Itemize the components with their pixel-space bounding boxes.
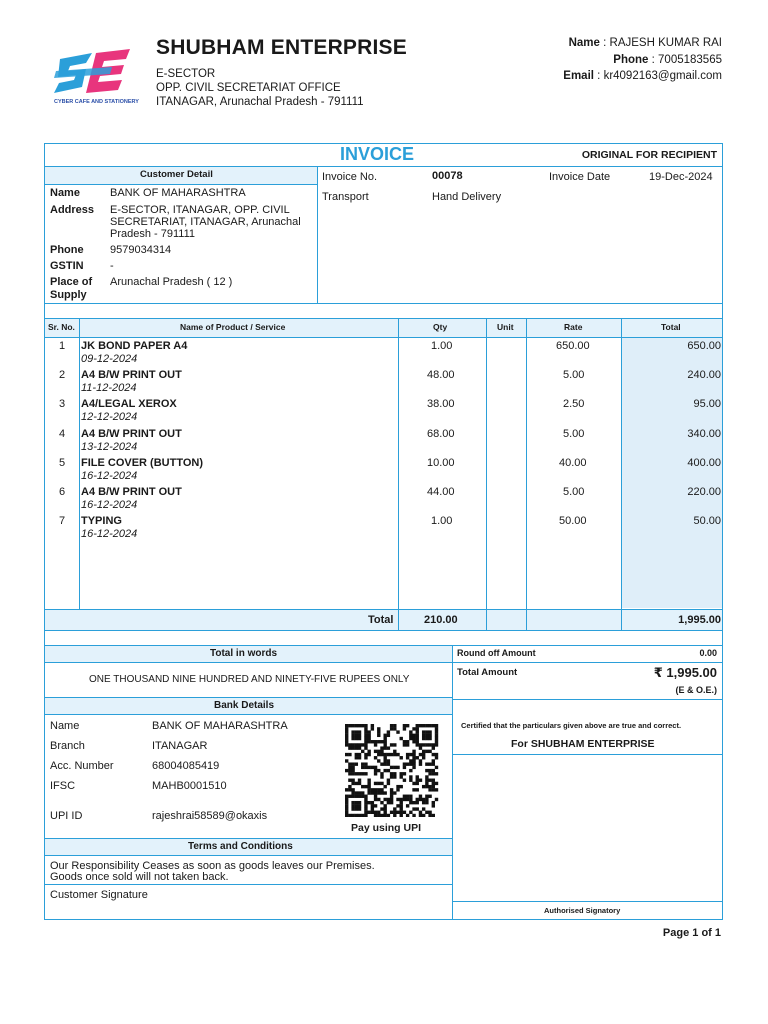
item-rate: 5.00 [563, 369, 585, 381]
customer-place: Arunachal Pradesh ( 12 ) [110, 276, 233, 288]
col-sr: Sr. No. [48, 322, 75, 332]
certify-text: Certified that the particulars given above are true and correct. [461, 721, 682, 730]
bank-acc: 68004085419 [152, 760, 220, 772]
contact-name: RAJESH KUMAR RAI [609, 37, 722, 49]
item-sr: 2 [59, 369, 66, 381]
item-date: 16-12-2024 [81, 528, 138, 540]
item-sr: 4 [59, 428, 66, 440]
contact-name-label: Name [568, 37, 600, 49]
customer-address-label: Address [50, 204, 95, 216]
transport: Hand Delivery [432, 191, 502, 203]
copy-label: ORIGINAL FOR RECIPIENT [581, 149, 717, 161]
customer-gstin-label: GSTIN [50, 260, 84, 272]
terms-line: Goods once sold will not taken back. [50, 871, 229, 883]
item-date: 09-12-2024 [81, 353, 138, 365]
company-address-line: ITANAGAR, Arunachal Pradesh - 791111 [156, 96, 364, 108]
company-address-line: E-SECTOR [156, 68, 216, 80]
item-total: 220.00 [687, 486, 721, 498]
authorised-signatory: Authorised Signatory [544, 906, 621, 915]
upi-qr-code-icon [343, 724, 440, 817]
logo-tagline: CYBER CAFE AND STATIONERY [54, 99, 139, 105]
terms-line: Our Responsibility Ceases as soon as goods leaves our Premises. [50, 860, 375, 872]
item-rate: 5.00 [563, 486, 585, 498]
item-name: TYPING [81, 515, 122, 527]
item-date: 13-12-2024 [81, 441, 138, 453]
item-qty: 1.00 [431, 515, 453, 527]
contact-email-label: Email [563, 70, 594, 82]
bank-name: BANK OF MAHARASHTRA [152, 720, 288, 732]
col-total: Total [661, 322, 681, 332]
invoice-title: INVOICE [340, 144, 415, 164]
round-off-label: Round off Amount [457, 648, 536, 658]
item-sr: 3 [59, 398, 66, 410]
grand-total: ₹ 1,995.00 [653, 665, 717, 680]
place-label: Supply [50, 289, 87, 301]
item-total: 400.00 [687, 457, 721, 469]
item-qty: 44.00 [427, 486, 455, 498]
invoice-no-label: Invoice No. [322, 171, 378, 183]
item-qty: 48.00 [427, 369, 455, 381]
item-qty: 10.00 [427, 457, 455, 469]
company-name: SHUBHAM ENTERPRISE [156, 36, 407, 59]
company-address [156, 67, 364, 109]
customer-signature-label: Customer Signature [50, 889, 148, 901]
item-date: 11-12-2024 [81, 382, 137, 394]
item-rate: 50.00 [559, 515, 587, 527]
item-name: A4 B/W PRINT OUT [81, 486, 182, 498]
col-qty: Qty [433, 322, 448, 332]
item-sr: 6 [59, 486, 66, 498]
pay-upi-label: Pay using UPI [351, 822, 422, 834]
item-name: FILE COVER (BUTTON) [81, 457, 204, 469]
bank-acc-label: Acc. Number [50, 760, 114, 772]
page-number: Page 1 of 1 [662, 927, 721, 939]
words-label: Total in words [210, 648, 278, 659]
customer-name: BANK OF MAHARASHTRA [110, 187, 246, 199]
col-rate: Rate [564, 322, 583, 332]
col-unit: Unit [497, 322, 514, 332]
round-off: 0.00 [699, 648, 717, 658]
total-label: Total [368, 614, 394, 626]
item-name: A4 B/W PRINT OUT [81, 428, 182, 440]
customer-phone: 9579034314 [110, 244, 172, 256]
customer-address-line: Pradesh - 791111 [110, 228, 196, 240]
item-rate: 2.50 [563, 398, 585, 410]
bank-label: Bank Details [214, 700, 275, 711]
bank-branch-label: Branch [50, 740, 85, 752]
contact-phone-label: Phone [613, 53, 649, 66]
item-name: JK BOND PAPER A4 [81, 340, 188, 352]
eoe-label: (E & O.E.) [675, 685, 717, 695]
for-company: For SHUBHAM ENTERPRISE [511, 738, 655, 750]
invoice-date-label: Invoice Date [549, 171, 611, 183]
item-name: A4/LEGAL XEROX [81, 398, 177, 410]
item-qty: 68.00 [427, 428, 455, 440]
item-rate: 650.00 [556, 340, 590, 352]
item-total: 95.00 [693, 398, 721, 410]
upi-label: UPI ID [50, 810, 83, 822]
total-amount-label: Total Amount [457, 667, 518, 678]
customer-gstin: - [110, 260, 114, 272]
customer-detail-label: Customer Detail [140, 169, 213, 180]
bank-ifsc: MAHB0001510 [152, 780, 227, 792]
invoice-date: 19-Dec-2024 [649, 171, 713, 183]
item-rate: 5.00 [563, 428, 585, 440]
col-name: Name of Product / Service [180, 322, 286, 332]
bank-branch: ITANAGAR [152, 740, 208, 752]
item-total: 650.00 [687, 340, 721, 352]
item-sr: 5 [59, 457, 66, 469]
item-sr: 1 [59, 340, 66, 352]
item-total: 240.00 [687, 369, 721, 381]
item-name: A4 B/W PRINT OUT [81, 369, 182, 381]
item-date: 16-12-2024 [81, 499, 138, 511]
company-logo [52, 47, 139, 113]
transport-label: Transport [322, 191, 369, 203]
item-date: 12-12-2024 [81, 411, 138, 423]
item-sr: 7 [59, 515, 66, 527]
customer-address-line: E-SECTOR, ITANAGAR, OPP. CIVIL [110, 204, 290, 216]
amount-in-words: ONE THOUSAND NINE HUNDRED AND NINETY-FIVE RUPEES ONLY [89, 674, 410, 685]
item-total: 50.00 [693, 515, 721, 527]
total-qty: 210.00 [424, 614, 458, 626]
total-amount: 1,995.00 [678, 614, 721, 626]
item-qty: 1.00 [431, 340, 453, 352]
invoice-no: 00078 [432, 170, 463, 182]
contact-phone: 7005183565 [658, 53, 722, 66]
customer-name-label: Name [50, 187, 80, 199]
item-rate: 40.00 [559, 457, 587, 469]
customer-address-line: SECRETARIAT, ITANAGAR, Arunachal [110, 216, 301, 228]
contact-block: Name : RAJESH KUMAR RAI Phone : 7005183565 Email : kr4092163@gmail.com [563, 37, 722, 82]
upi-id: rajeshrai58589@okaxis [152, 810, 268, 822]
item-qty: 38.00 [427, 398, 455, 410]
place-label: Place of [50, 276, 93, 288]
item-total: 340.00 [687, 428, 721, 440]
item-date: 16-12-2024 [81, 470, 138, 482]
terms-label: Terms and Conditions [188, 841, 293, 852]
bank-ifsc-label: IFSC [50, 780, 76, 792]
customer-phone-label: Phone [50, 244, 84, 256]
company-address-line: OPP. CIVIL SECRETARIAT OFFICE [156, 82, 341, 94]
bank-name-label: Name [50, 720, 80, 732]
contact-email: kr4092163@gmail.com [603, 70, 722, 82]
